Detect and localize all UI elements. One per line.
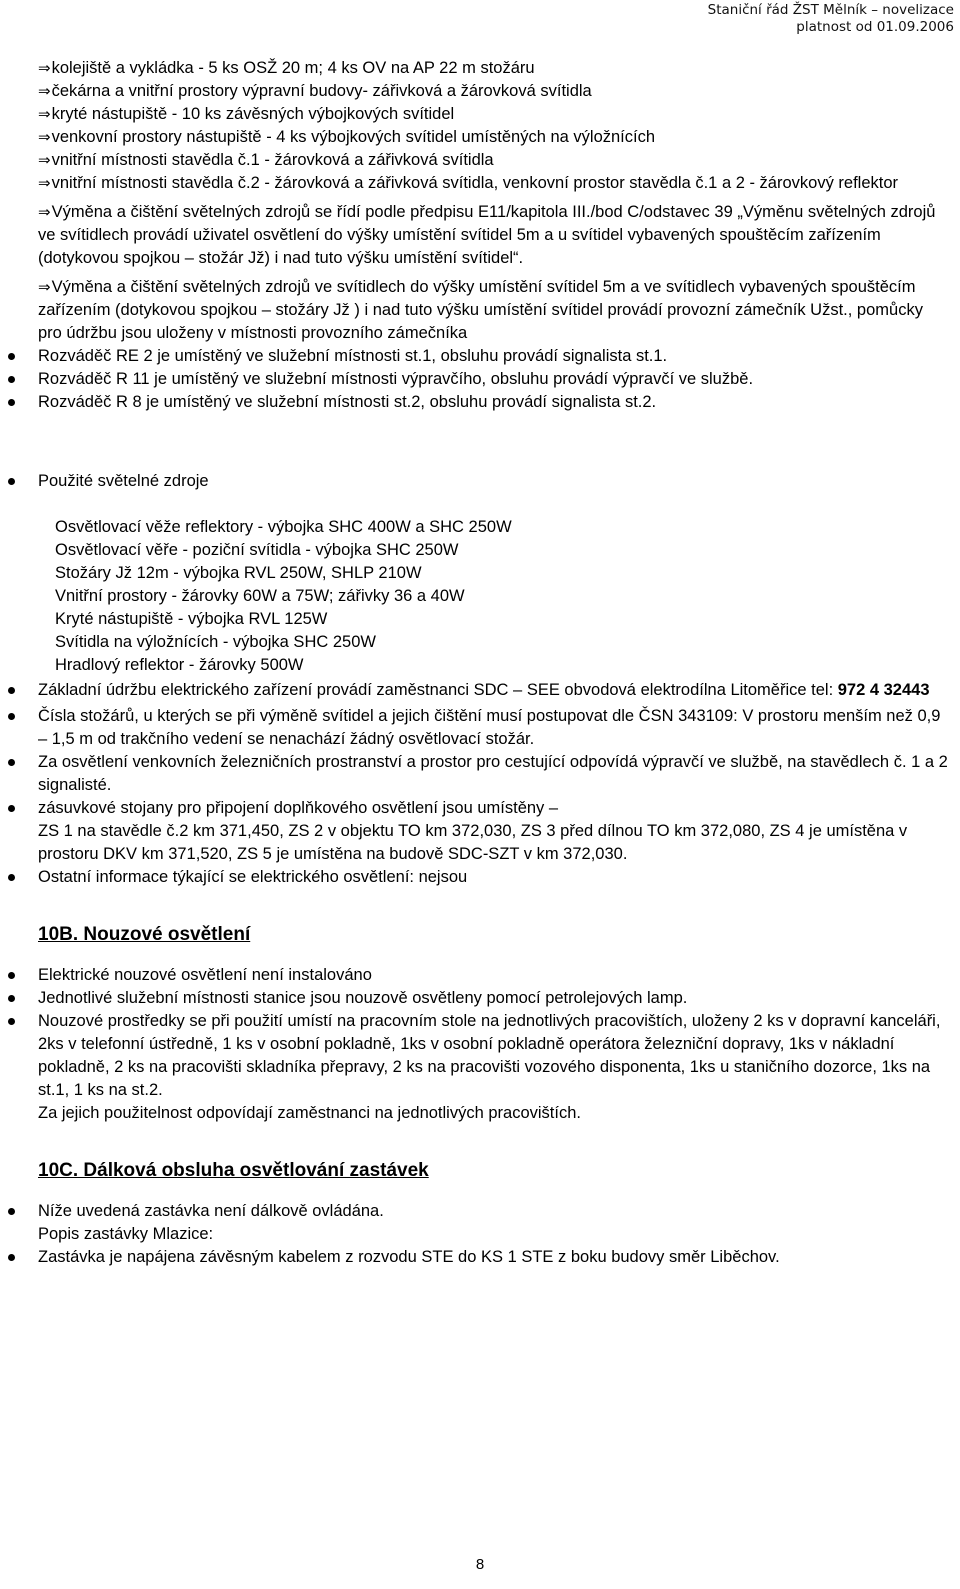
light-source: Osvětlovací věže reflektory - výbojka SHC 400W a SHC 250W [55,518,512,536]
light-source: Vnitřní prostory - žárovky 60W a 75W; zářivky 36 a 40W [55,587,465,605]
implies-arrow-icon: ⇒ [38,278,51,296]
sockets-item: zásuvkové stojany pro připojení doplňkového osvětlení jsou umístěny – ZS 1 na stavědle č.2 km 371,450, ZS 2 v objektu TO km 372,030, ZS 3 před dílnou TO km 372,080, ZS 4 je umístěna v prostoru DKV km 371,520, ZS 5 je umístěna na budově SDC-SZT v km 372,030. [38,797,948,866]
other-info-item: Ostatní informace týkající se elektrického osvětlení: nejsou [38,866,948,889]
arrow-item: ⇒Výměna a čištění světelných zdrojů ve svítidlech do výšky umístění svítidel 5m a ve svítidlech vybavených spouštěcím zařízením (dotykovou spojkou – stožáry Jž ) i nad tuto výšku umístění svítidel provádí provozní zámečník Užst., pomůcky pro údržbu jsou uloženy v místnosti provozního zámečníka [38,278,923,342]
implies-arrow-icon: ⇒ [38,151,51,169]
distributor-item: Rozváděč R 8 je umístěný ve služební místnosti st.2, obsluhu provádí signalista st.2. [38,391,948,414]
light-source: Svítidla na výložnících - výbojka SHC 250W [55,633,376,651]
implies-arrow-icon: ⇒ [38,105,51,123]
emergency-item: Nouzové prostředky se při použití umístí na pracovním stole na jednotlivých pracovištích, uloženy 2 ks v dopravní kanceláři, 2ks v telefonní ústředně, 1 ks v osobní pokladně, 1ks v osobní pokladně operátora železniční dopravy, 1ks v nákladní pokladně, 2 ks na pracovišti skladníka přepravy, 2 ks na pracovišti vozového disponenta, 1ks u staničního dozorce, 1ks na st.1, 1 ks na st.2. [38,1010,948,1102]
light-source: Kryté nástupiště - výbojka RVL 125W [55,610,328,628]
poles-item: Čísla stožárů, u kterých se při výměně svítidel a jejich čištění musí postupovat dle ČSN 343109: V prostoru menším než 0,9 – 1,5 m od trakčního vedení se nenachází žádný osvětlovací stožár. [38,705,948,751]
document-body [38,57,948,1269]
arrow-item: ⇒Výměna a čištění světelných zdrojů se řídí podle předpisu E11/kapitola III./bod C/odstavec 39 „Výměnu světelných zdrojů ve svítidlech provádí uživatel osvětlení do výšky umístění svítidel 5m a u svítidel vybavených spouštěcím zařízením (dotykovou spojkou – stožár Jž) i nad tuto výšku umístění svítidel“. [38,203,936,267]
implies-arrow-icon: ⇒ [38,174,51,192]
light-source: Stožáry Jž 12m - výbojka RVL 250W, SHLP 210W [55,564,422,582]
sources-heading: Použité světelné zdroje [38,470,948,493]
page-header [708,2,954,36]
phone-number: 972 4 32443 [837,681,930,699]
emergency-item: Jednotlivé služební místnosti stanice jsou nouzově osvětleny pomocí petrolejových lamp. [38,987,948,1010]
light-source: Hradlový reflektor - žárovky 500W [55,656,304,674]
arrow-item: ⇒kryté nástupiště - 10 ks závěsných výbojkových svítidel [38,105,455,123]
header-validity: platnost od 01.09.2006 [796,19,954,35]
arrow-item: ⇒venkovní prostory nástupiště - 4 ks výbojkových svítidel umístěných na výložnících [38,128,656,146]
implies-arrow-icon: ⇒ [38,59,51,77]
implies-arrow-icon: ⇒ [38,203,51,221]
arrow-item: ⇒vnitřní místnosti stavědla č.2 - žárovková a zářivková svítidla, venkovní prostor stavědla č.1 a 2 - žárovkový reflektor [38,174,899,192]
light-source: Osvětlovací věře - poziční svítidla - výbojka SHC 250W [55,541,459,559]
arrow-item: ⇒čekárna a vnitřní prostory výpravní budovy- zářivková a žárovková svítidla [38,82,592,100]
page-number: 8 [475,1556,485,1573]
outdoor-item: Za osvětlení venkovních železničních prostranství a prostor pro cestující odpovídá výpravčí ve službě, na stavědlech č. 1 a 2 signalisté. [38,751,948,797]
arrow-item: ⇒kolejiště a vykládka - 5 ks OSŽ 20 m; 4 ks OV na AP 22 m stožáru [38,59,535,77]
header-title: Staniční řád ŽST Mělník – novelizace [707,2,954,18]
implies-arrow-icon: ⇒ [38,82,51,100]
emergency-note: Za jejich použitelnost odpovídají zaměstnanci na jednotlivých pracovištích. [38,1104,581,1122]
light-sources-list [55,516,948,677]
section-10b-title: 10B. Nouzové osvětlení [38,924,251,945]
remote-item: Níže uvedená zastávka není dálkově ovládána. [38,1200,948,1223]
arrow-item: ⇒vnitřní místnosti stavědla č.1 - žárovková a zářivková svítidla [38,151,494,169]
implies-arrow-icon: ⇒ [38,128,51,146]
maintenance-item: Základní údržbu elektrického zařízení provádí zaměstnanci SDC – SEE obvodová elektrodílna Litoměřice tel: 972 4 32443 [38,679,948,702]
distributor-item: Rozváděč R 11 je umístěný ve služební místnosti výpravčího, obsluhu provádí výpravčí ve službě. [38,368,948,391]
distributor-item: Rozváděč RE 2 je umístěný ve služební místnosti st.1, obsluhu provádí signalista st.1. [38,345,948,368]
emergency-item: Elektrické nouzové osvětlení není instalováno [38,964,948,987]
section-10c-title: 10C. Dálková obsluha osvětlování zastávek [38,1160,429,1181]
remote-subtitle: Popis zastávky Mlazice: [38,1225,214,1243]
remote-item: Zastávka je napájena závěsným kabelem z rozvodu STE do KS 1 STE z boku budovy směr Liběchov. [38,1246,948,1269]
